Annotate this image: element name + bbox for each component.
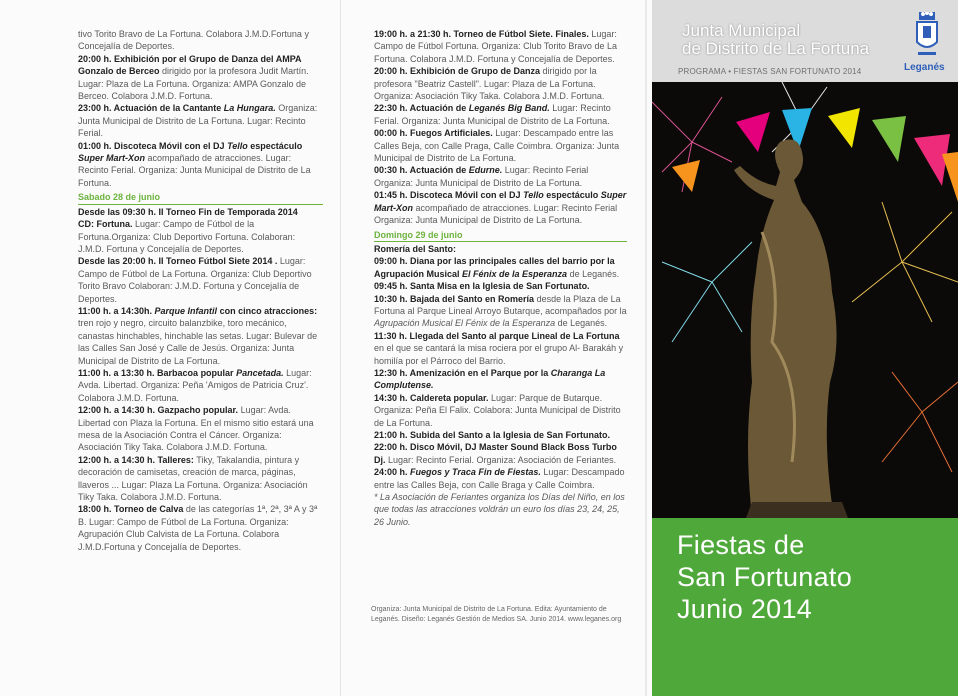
statue-fireworks-photo	[652, 82, 958, 518]
fold-line	[340, 0, 341, 696]
program-entry: Romería del Santo:	[374, 243, 457, 254]
program-column-middle	[374, 28, 627, 528]
festival-date: Junio 2014	[677, 594, 813, 624]
program-entry: 12:00 h. a 14:30 h. Talleres: Tiky, Takalandia, pintura y decoración de camisetas, creación de marca, páginas, llaveros ... Lugar: Plaza La Fortuna. Organiza: Asociación Tiky Taka. Colabora J.M.D. Fortuna.	[78, 454, 308, 503]
program-entry: 22:00 h. Disco Móvil, DJ Master Sound Black Boss Turbo Dj. Lugar: Recinto Ferial. Organiza: Asociación de Feriantes.	[374, 442, 617, 465]
program-entry: 22:30 h. Actuación de Leganés Big Band. Lugar: Recinto Ferial. Organiza: Junta Municipal de Distrito de La Fortuna.	[374, 103, 611, 126]
city-crest-icon	[914, 12, 940, 60]
program-label: PROGRAMA • FIESTAS SAN FORTUNATO 2014	[678, 67, 862, 76]
program-entry: 18:00 h. Torneo de Calva de las categorías 1ª, 2ª, 3ª A y 3ª B. Lugar: Campo de Fútbol de La Fortuna. Organiza: Agrupación Club Calvista de La Fortuna. Colabora J.M.D.Fortuna y Concejalía de Deportes.	[78, 504, 318, 552]
organizer-subtitle: de Distrito de La Fortuna	[682, 39, 870, 58]
city-name: Leganés	[904, 62, 945, 73]
program-entry: 11:30 h. Llegada del Santo al parque Lineal de La Fortuna en el que se cantará la misa rociera por el grupo Al- Barakáh y homilía por el Párroco del Barrio.	[374, 330, 624, 366]
program-entry: 09:45 h. Santa Misa en la Iglesia de San Fortunato.	[374, 281, 590, 292]
cover-panel	[652, 0, 958, 696]
program-entry: 09:00 h. Diana por las principales calles del barrio por la Agrupación Musical El Fénix de la Esperanza de Leganés.	[374, 256, 620, 279]
cover-header	[652, 0, 958, 82]
program-entry: Desde las 20:00 h. II Torneo Fútbol Siete 2014 . Lugar: Campo de Fútbol de La Fortuna. Organiza: Club Deportivo Torito Bravo Colaboran: J.M.D. Fortuna y Concejalía de Deportes.	[78, 256, 312, 304]
day-heading: Domingo 29 de junio	[374, 229, 627, 242]
program-entry: Desde las 09:30 h. II Torneo Fin de Temporada 2014	[78, 206, 298, 217]
program-entry: 23:00 h. Actuación de la Cantante La Hungara. Organiza: Junta Municipal de Distrito de La Fortuna. Lugar: Recinto Ferial.	[78, 103, 318, 139]
program-entry: 12:30 h. Amenización en el Parque por la Charanga La Complutense.	[374, 367, 606, 391]
festival-title-line2: San Fortunato	[677, 562, 853, 592]
program-entry: 10:30 h. Bajada del Santo en Romería desde la Plaza de La Fortuna al Parque Lineal Arroyo Butarque, acompañados por la Agrupación Musical El Fénix de la Esperanza de Leganés.	[374, 293, 627, 329]
credits-footer: Organiza: Junta Municipal de Distrito de La Fortuna. Edita: Ayuntamiento de Leganés. Diseño: Leganés Gestión de Medios SA. Junio 2014. www.leganes.org	[371, 606, 622, 623]
organizer-title: Junta Municipal	[682, 21, 801, 40]
program-entry: 01:00 h. Discoteca Móvil con el DJ Tello espectáculo Super Mart-Xon acompañado de atracciones. Lugar: Recinto Ferial. Organiza: Junta Municipal de Distrito de La Fortuna.	[78, 140, 311, 188]
program-entry: 01:45 h. Discoteca Móvil con el DJ Tello espectáculo Super Mart-Xon acompañado de atracciones. Lugar: Recinto Ferial Organiza: Junta Municipal de Distrito de La Fortuna.	[374, 190, 627, 226]
program-entry: 19:00 h. a 21:30 h. Torneo de Fútbol Siete. Finales. Lugar: Campo de Fútbol Fortuna. Organiza: Club Torito Bravo de La Fortuna. Colabora J.M.D. Fortuna y Concejalía de Deportes.	[374, 29, 617, 64]
program-entry: 14:30 h. Caldereta popular. Lugar: Parque de Butarque. Organiza: Peña El Falix. Colabora: Junta Municipal de Distrito de La Fortuna.	[374, 392, 621, 428]
program-column-left	[78, 28, 323, 553]
program-entry: 11:00 h. a 14:30h. Parque Infantil con cinco atracciones: tren rojo y negro, circuito balanzbike, toro mecánico, canastas hinchables, hinchable las setas. Lugar: Bulevar de las Calles San José y Calle de Jesús. Organiza: Junta Municipal de Distrito de La Fortuna.	[78, 305, 318, 366]
program-entry: 20:00 h. Exhibición por el Grupo de Danza del AMPA Gonzalo de Berceo dirigido por la profesora Judit Martín. Lugar: Plaza de La Fortuna. Organiza: AMPA Gonzalo de Berceo. Colabora J.M.D. Fortuna.	[78, 53, 309, 102]
day-heading: Sabado 28 de junio	[78, 191, 323, 204]
program-entry: 00:00 h. Fuegos Artificiales. Lugar: Descampado entre las Calles Beja, con Calle Praga, Calle Coimbra. Organiza: Junta Municipal de Distrito de La Fortuna.	[374, 128, 620, 164]
program-entry: 12:00 h. a 14:30 h. Gazpacho popular. Lugar: Avda. Libertad con Plaza la Fortuna. En el mismo sitio estará una mesa de la Asociación Contra el Cáncer. Organiza: Asociación Tiky Taka. Colabora J.M.D. Fortuna.	[78, 405, 314, 453]
program-entry: 20:00 h. Exhibición de Grupo de Danza dirigido por la profesora "Beatriz Castell". Lugar: Plaza de La Fortuna. Organiza: Asociación Tiky Taka. Colabora J.M.D. Fortuna.	[374, 66, 605, 102]
program-entry: 24:00 h. Fuegos y Traca Fin de Fiestas. Lugar: Descampado entre las Calles Beja, con Calle Braga y Calle Coimbra.	[374, 467, 625, 490]
festival-title-line1: Fiestas de	[677, 530, 805, 560]
program-entry: 21:00 h. Subida del Santo a la Iglesia de San Fortunato.	[374, 430, 611, 440]
program-entry: * La Asociación de Feriantes organiza los Días del Niño, en los que todas las atracciones voldrán un euro los días 23, 24, 25, 26 Junio.	[374, 492, 625, 527]
program-entry: 00:30 h. Actuación de Edurne. Lugar: Recinto Ferial Organiza: Junta Municipal de Distrito de La Fortuna.	[374, 165, 589, 188]
program-entry: 11:00 h. a 13:30 h. Barbacoa popular Pancetada. Lugar: Avda. Libertad. Organiza: Peña 'Amigos de Patricia Cruz'. Colabora J.M.D. Fortuna.	[78, 367, 312, 403]
fold-line	[645, 0, 647, 696]
program-entry: tivo Torito Bravo de La Fortuna. Colabora J.M.D.Fortuna y Concejalía de Deportes.	[78, 29, 309, 52]
program-entry: CD: Fortuna. Lugar: Campo de Fútbol de la Fortuna.Organiza: Club Deportivo Fortuna. Colaboran: J.M.D. Fortuna y Concejalía de Deportes.	[78, 219, 296, 254]
